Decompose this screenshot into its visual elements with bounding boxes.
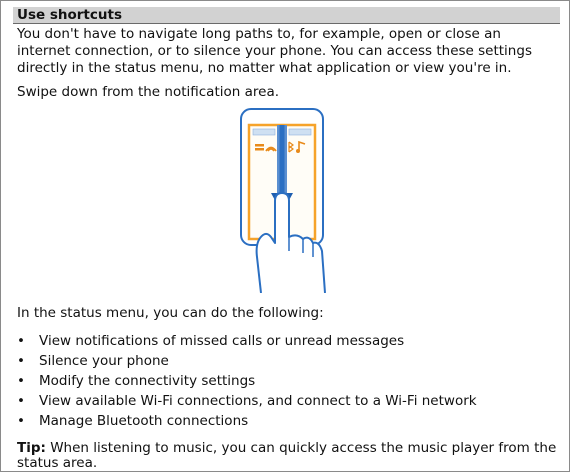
list-item: • View notifications of missed calls or unread messages [17,333,405,349]
tip-label: Tip: [17,440,46,456]
tip-paragraph [17,441,562,471]
list-item: • Manage Bluetooth connections [17,413,249,429]
list-item: • View available Wi-Fi connections, and connect to a Wi-Fi network [17,393,477,409]
phone-swipe-down-icon [227,107,337,293]
bullet-icon: • [17,393,25,409]
status-menu-list [17,331,477,431]
list-item: • Silence your phone [17,353,169,369]
phone-swipe-illustration [227,107,337,293]
intro-paragraph: You don't have to navigate long paths to, for example, open or close an internet connection, or to silence your phone. You can access these settings directly in the status menu, no matter what application or view you're in. [17,26,532,76]
bullet-icon: • [17,333,25,349]
bullet-icon: • [17,353,25,369]
bullet-icon: • [17,413,25,429]
bullet-icon: • [17,373,25,389]
status-menu-lead: In the status menu, you can do the following: [17,305,324,321]
section-title: Use shortcuts [13,7,560,24]
list-item: • Modify the connectivity settings [17,373,256,389]
instruction-text: Swipe down from the notification area. [17,84,280,100]
tip-text: When listening to music, you can quickly access the music player from the status area. [17,440,557,471]
